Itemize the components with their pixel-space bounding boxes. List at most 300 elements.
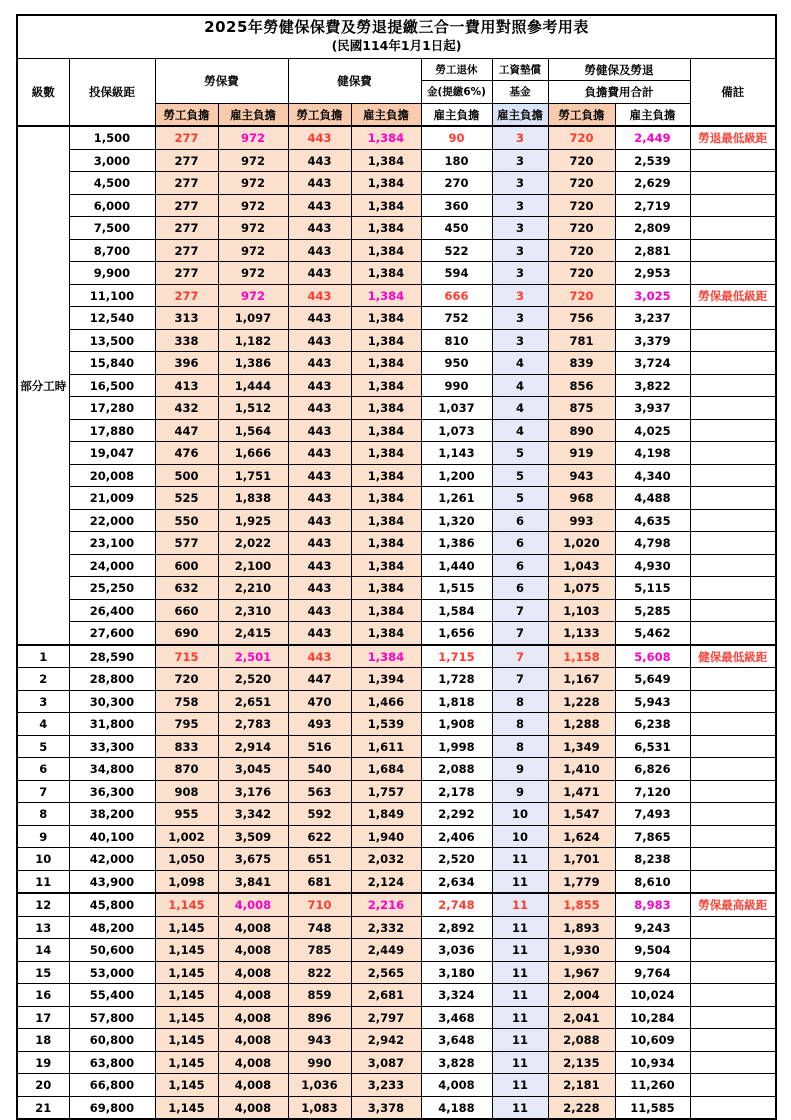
cell-total-employer: 2,539 [615, 149, 690, 172]
cell-grade: 5 [17, 735, 69, 758]
cell-remark [690, 916, 776, 939]
cell-remark [690, 419, 776, 442]
cell-wage-bracket: 25,250 [69, 577, 155, 600]
cell-total-employer: 10,284 [615, 1006, 690, 1029]
cell-health-insurance-employer: 1,384 [351, 532, 421, 555]
cell-labor-insurance-employee: 277 [155, 239, 218, 262]
cell-wage-bracket: 36,300 [69, 780, 155, 803]
cell-health-insurance-employer: 1,384 [351, 554, 421, 577]
cell-total-employer: 4,340 [615, 464, 690, 487]
cell-labor-insurance-employer: 4,008 [218, 893, 288, 916]
cell-pension-employer: 1,728 [421, 668, 492, 691]
cell-remark [690, 870, 776, 893]
cell-remark [690, 577, 776, 600]
cell-labor-insurance-employee: 577 [155, 532, 218, 555]
cell-pension-employer: 1,200 [421, 464, 492, 487]
cell-grade: 17 [17, 1006, 69, 1029]
subheader-pension-employer: 雇主負擔 [421, 103, 492, 126]
cell-health-insurance-employer: 1,384 [351, 149, 421, 172]
cell-labor-insurance-employer: 3,342 [218, 803, 288, 826]
cell-total-employee: 1,133 [548, 622, 615, 645]
cell-health-insurance-employee: 443 [288, 577, 351, 600]
cell-pension-employer: 522 [421, 239, 492, 262]
cell-labor-insurance-employer: 4,008 [218, 961, 288, 984]
header-group-health-insurance: 健保費 [288, 58, 421, 103]
cell-total-employee: 1,410 [548, 758, 615, 781]
cell-pension-employer: 2,178 [421, 780, 492, 803]
cell-labor-insurance-employee: 720 [155, 668, 218, 691]
table-row [17, 442, 776, 465]
cell-pension-employer: 1,386 [421, 532, 492, 555]
cell-labor-insurance-employee: 1,145 [155, 961, 218, 984]
subheader-hi-employee: 勞工負擔 [288, 103, 351, 126]
cell-pension-employer: 1,715 [421, 645, 492, 668]
cell-remark [690, 1006, 776, 1029]
cell-remark [690, 1051, 776, 1074]
table-row [17, 668, 776, 691]
cell-health-insurance-employee: 990 [288, 1051, 351, 1074]
cell-wage-arrears-fund: 8 [492, 690, 548, 713]
table-row [17, 374, 776, 397]
cell-remark: 健保最低級距 [690, 645, 776, 668]
cell-total-employer: 11,585 [615, 1096, 690, 1119]
cell-wage-arrears-fund: 11 [492, 870, 548, 893]
cell-remark [690, 758, 776, 781]
cell-wage-bracket: 69,800 [69, 1096, 155, 1119]
cell-health-insurance-employer: 2,216 [351, 893, 421, 916]
table-row [17, 758, 776, 781]
cell-health-insurance-employee: 443 [288, 554, 351, 577]
cell-labor-insurance-employer: 1,751 [218, 464, 288, 487]
cell-wage-bracket: 53,000 [69, 961, 155, 984]
cell-total-employee: 1,349 [548, 735, 615, 758]
cell-total-employer: 5,462 [615, 622, 690, 645]
cell-health-insurance-employee: 896 [288, 1006, 351, 1029]
cell-remark [690, 825, 776, 848]
cell-wage-arrears-fund: 10 [492, 825, 548, 848]
cell-total-employee: 993 [548, 509, 615, 532]
cell-remark [690, 599, 776, 622]
cell-remark [690, 397, 776, 420]
header-remark: 備註 [690, 58, 776, 126]
subheader-hi-employer: 雇主負擔 [351, 103, 421, 126]
table-row [17, 1074, 776, 1097]
cell-pension-employer: 2,892 [421, 916, 492, 939]
cell-health-insurance-employee: 443 [288, 172, 351, 195]
cell-total-employee: 720 [548, 172, 615, 195]
cell-wage-arrears-fund: 10 [492, 803, 548, 826]
cell-labor-insurance-employee: 277 [155, 126, 218, 149]
table-row [17, 532, 776, 555]
cell-health-insurance-employee: 443 [288, 419, 351, 442]
cell-remark [690, 735, 776, 758]
cell-health-insurance-employer: 2,124 [351, 870, 421, 893]
cell-wage-bracket: 45,800 [69, 893, 155, 916]
cell-grade: 13 [17, 916, 69, 939]
cell-health-insurance-employee: 1,083 [288, 1096, 351, 1119]
cell-health-insurance-employer: 2,797 [351, 1006, 421, 1029]
cell-remark [690, 961, 776, 984]
page-title: 2025年勞健保保費及勞退提繳三合一費用對照參考用表 [204, 18, 589, 36]
cell-wage-bracket: 48,200 [69, 916, 155, 939]
cell-pension-employer: 2,088 [421, 758, 492, 781]
cell-total-employer: 2,809 [615, 217, 690, 240]
cell-remark [690, 217, 776, 240]
cell-health-insurance-employee: 443 [288, 645, 351, 668]
cell-health-insurance-employer: 1,384 [351, 599, 421, 622]
table-row [17, 554, 776, 577]
table-body [17, 126, 776, 1119]
cell-health-insurance-employer: 2,565 [351, 961, 421, 984]
cell-total-employer: 7,120 [615, 780, 690, 803]
cell-remark [690, 374, 776, 397]
cell-remark [690, 554, 776, 577]
cell-grade: 8 [17, 803, 69, 826]
cell-labor-insurance-employer: 2,310 [218, 599, 288, 622]
cell-labor-insurance-employee: 476 [155, 442, 218, 465]
cell-total-employer: 6,238 [615, 713, 690, 736]
cell-wage-bracket: 38,200 [69, 803, 155, 826]
cell-total-employee: 890 [548, 419, 615, 442]
cell-total-employee: 1,020 [548, 532, 615, 555]
cell-pension-employer: 1,656 [421, 622, 492, 645]
subheader-total-employee: 勞工負擔 [548, 103, 615, 126]
cell-wage-arrears-fund: 4 [492, 374, 548, 397]
table-row [17, 870, 776, 893]
cell-grade: 14 [17, 939, 69, 962]
cell-wage-arrears-fund: 11 [492, 961, 548, 984]
table-row [17, 713, 776, 736]
cell-labor-insurance-employee: 1,145 [155, 1051, 218, 1074]
cell-health-insurance-employer: 1,684 [351, 758, 421, 781]
cell-total-employee: 2,228 [548, 1096, 615, 1119]
cell-total-employer: 4,198 [615, 442, 690, 465]
cell-wage-arrears-fund: 4 [492, 419, 548, 442]
cell-wage-arrears-fund: 3 [492, 239, 548, 262]
cell-remark [690, 1074, 776, 1097]
cell-health-insurance-employer: 3,087 [351, 1051, 421, 1074]
cell-health-insurance-employer: 1,384 [351, 172, 421, 195]
cell-labor-insurance-employer: 4,008 [218, 1006, 288, 1029]
cell-total-employee: 1,547 [548, 803, 615, 826]
cell-grade: 7 [17, 780, 69, 803]
premium-reference-table [16, 14, 777, 1120]
cell-total-employee: 1,893 [548, 916, 615, 939]
table-row [17, 1029, 776, 1052]
cell-labor-insurance-employee: 1,145 [155, 984, 218, 1007]
table-row [17, 599, 776, 622]
cell-total-employee: 1,228 [548, 690, 615, 713]
cell-pension-employer: 1,818 [421, 690, 492, 713]
cell-health-insurance-employer: 1,384 [351, 262, 421, 285]
cell-total-employer: 2,953 [615, 262, 690, 285]
cell-labor-insurance-employer: 2,210 [218, 577, 288, 600]
table-row [17, 352, 776, 375]
cell-pension-employer: 950 [421, 352, 492, 375]
cell-health-insurance-employee: 443 [288, 217, 351, 240]
cell-wage-arrears-fund: 8 [492, 735, 548, 758]
cell-total-employee: 2,041 [548, 1006, 615, 1029]
cell-total-employee: 720 [548, 239, 615, 262]
subheader-li-employee: 勞工負擔 [155, 103, 218, 126]
cell-total-employer: 5,649 [615, 668, 690, 691]
cell-pension-employer: 2,292 [421, 803, 492, 826]
cell-pension-employer: 2,520 [421, 848, 492, 871]
cell-health-insurance-employer: 1,384 [351, 194, 421, 217]
cell-labor-insurance-employer: 3,176 [218, 780, 288, 803]
cell-labor-insurance-employee: 277 [155, 149, 218, 172]
table-row [17, 397, 776, 420]
header-wage-bracket: 投保級距 [69, 58, 155, 126]
cell-labor-insurance-employee: 1,145 [155, 1006, 218, 1029]
cell-wage-bracket: 8,700 [69, 239, 155, 262]
cell-pension-employer: 2,748 [421, 893, 492, 916]
cell-grade: 6 [17, 758, 69, 781]
cell-wage-bracket: 31,800 [69, 713, 155, 736]
cell-wage-bracket: 17,280 [69, 397, 155, 420]
cell-labor-insurance-employee: 1,145 [155, 893, 218, 916]
cell-wage-arrears-fund: 7 [492, 622, 548, 645]
cell-wage-bracket: 16,500 [69, 374, 155, 397]
cell-remark: 勞退最低級距 [690, 126, 776, 149]
cell-grade: 19 [17, 1051, 69, 1074]
cell-health-insurance-employer: 2,332 [351, 916, 421, 939]
cell-labor-insurance-employee: 338 [155, 329, 218, 352]
cell-wage-bracket: 57,800 [69, 1006, 155, 1029]
cell-total-employer: 10,609 [615, 1029, 690, 1052]
table-row [17, 239, 776, 262]
cell-health-insurance-employee: 592 [288, 803, 351, 826]
cell-pension-employer: 3,036 [421, 939, 492, 962]
cell-remark [690, 172, 776, 195]
cell-pension-employer: 3,468 [421, 1006, 492, 1029]
cell-total-employee: 919 [548, 442, 615, 465]
cell-labor-insurance-employee: 525 [155, 487, 218, 510]
table-row [17, 464, 776, 487]
table-row [17, 126, 776, 149]
cell-labor-insurance-employee: 1,145 [155, 1096, 218, 1119]
cell-pension-employer: 3,324 [421, 984, 492, 1007]
cell-health-insurance-employee: 443 [288, 442, 351, 465]
cell-labor-insurance-employer: 4,008 [218, 939, 288, 962]
cell-health-insurance-employer: 1,611 [351, 735, 421, 758]
cell-health-insurance-employer: 1,849 [351, 803, 421, 826]
cell-total-employer: 9,504 [615, 939, 690, 962]
cell-wage-bracket: 50,600 [69, 939, 155, 962]
cell-labor-insurance-employee: 1,145 [155, 1029, 218, 1052]
cell-grade: 11 [17, 870, 69, 893]
table-row [17, 419, 776, 442]
cell-labor-insurance-employer: 2,100 [218, 554, 288, 577]
cell-health-insurance-employee: 443 [288, 532, 351, 555]
cell-wage-arrears-fund: 11 [492, 1074, 548, 1097]
cell-health-insurance-employer: 1,384 [351, 239, 421, 262]
cell-grade: 20 [17, 1074, 69, 1097]
cell-labor-insurance-employee: 600 [155, 554, 218, 577]
cell-labor-insurance-employee: 413 [155, 374, 218, 397]
cell-grade: 3 [17, 690, 69, 713]
table-row [17, 487, 776, 510]
cell-wage-arrears-fund: 11 [492, 893, 548, 916]
cell-total-employer: 4,930 [615, 554, 690, 577]
table-row [17, 577, 776, 600]
cell-total-employee: 1,158 [548, 645, 615, 668]
cell-remark [690, 194, 776, 217]
cell-wage-bracket: 9,900 [69, 262, 155, 285]
cell-wage-bracket: 42,000 [69, 848, 155, 871]
cell-total-employee: 1,288 [548, 713, 615, 736]
cell-labor-insurance-employee: 447 [155, 419, 218, 442]
cell-health-insurance-employer: 1,757 [351, 780, 421, 803]
cell-pension-employer: 1,073 [421, 419, 492, 442]
cell-pension-employer: 90 [421, 126, 492, 149]
cell-health-insurance-employer: 3,378 [351, 1096, 421, 1119]
cell-labor-insurance-employer: 972 [218, 217, 288, 240]
cell-total-employee: 720 [548, 149, 615, 172]
cell-total-employee: 1,043 [548, 554, 615, 577]
cell-wage-arrears-fund: 8 [492, 713, 548, 736]
cell-pension-employer: 270 [421, 172, 492, 195]
table-row [17, 329, 776, 352]
cell-labor-insurance-employer: 1,512 [218, 397, 288, 420]
cell-wage-arrears-fund: 9 [492, 780, 548, 803]
cell-pension-employer: 360 [421, 194, 492, 217]
cell-health-insurance-employee: 563 [288, 780, 351, 803]
cell-labor-insurance-employer: 1,564 [218, 419, 288, 442]
header-group-wage-arrears-sub: 基金 [492, 81, 548, 104]
cell-remark: 勞保最高級距 [690, 893, 776, 916]
cell-wage-bracket: 66,800 [69, 1074, 155, 1097]
cell-remark [690, 984, 776, 1007]
cell-health-insurance-employer: 1,466 [351, 690, 421, 713]
cell-health-insurance-employee: 540 [288, 758, 351, 781]
cell-remark [690, 939, 776, 962]
cell-health-insurance-employer: 1,384 [351, 126, 421, 149]
cell-health-insurance-employee: 859 [288, 984, 351, 1007]
cell-labor-insurance-employer: 3,841 [218, 870, 288, 893]
table-row [17, 803, 776, 826]
cell-total-employer: 8,610 [615, 870, 690, 893]
cell-health-insurance-employee: 681 [288, 870, 351, 893]
table-row [17, 961, 776, 984]
cell-health-insurance-employer: 1,384 [351, 577, 421, 600]
cell-pension-employer: 1,037 [421, 397, 492, 420]
cell-wage-arrears-fund: 3 [492, 194, 548, 217]
cell-total-employee: 1,701 [548, 848, 615, 871]
cell-health-insurance-employer: 1,384 [351, 307, 421, 330]
cell-wage-bracket: 33,300 [69, 735, 155, 758]
cell-pension-employer: 1,908 [421, 713, 492, 736]
cell-labor-insurance-employee: 715 [155, 645, 218, 668]
cell-wage-arrears-fund: 6 [492, 577, 548, 600]
cell-wage-arrears-fund: 3 [492, 217, 548, 240]
cell-wage-bracket: 15,840 [69, 352, 155, 375]
page-subtitle: (民國114年1月1日起) [331, 37, 462, 53]
cell-health-insurance-employee: 493 [288, 713, 351, 736]
cell-labor-insurance-employer: 972 [218, 262, 288, 285]
cell-wage-arrears-fund: 5 [492, 487, 548, 510]
cell-wage-arrears-fund: 3 [492, 126, 548, 149]
cell-labor-insurance-employer: 972 [218, 149, 288, 172]
table-row [17, 172, 776, 195]
cell-wage-arrears-fund: 6 [492, 532, 548, 555]
cell-health-insurance-employer: 1,384 [351, 397, 421, 420]
cell-health-insurance-employee: 443 [288, 149, 351, 172]
cell-wage-arrears-fund: 4 [492, 397, 548, 420]
cell-labor-insurance-employer: 3,675 [218, 848, 288, 871]
table-row [17, 690, 776, 713]
cell-health-insurance-employee: 443 [288, 329, 351, 352]
cell-grade: 16 [17, 984, 69, 1007]
cell-total-employer: 9,764 [615, 961, 690, 984]
cell-labor-insurance-employer: 2,783 [218, 713, 288, 736]
cell-total-employee: 2,181 [548, 1074, 615, 1097]
cell-labor-insurance-employer: 972 [218, 194, 288, 217]
cell-total-employee: 1,103 [548, 599, 615, 622]
cell-labor-insurance-employee: 1,050 [155, 848, 218, 871]
cell-total-employee: 720 [548, 284, 615, 307]
cell-total-employer: 6,531 [615, 735, 690, 758]
cell-health-insurance-employee: 710 [288, 893, 351, 916]
cell-wage-bracket: 4,500 [69, 172, 155, 195]
cell-labor-insurance-employee: 313 [155, 307, 218, 330]
cell-wage-bracket: 19,047 [69, 442, 155, 465]
cell-labor-insurance-employer: 3,509 [218, 825, 288, 848]
cell-total-employer: 4,798 [615, 532, 690, 555]
cell-total-employee: 720 [548, 217, 615, 240]
cell-remark [690, 352, 776, 375]
cell-wage-arrears-fund: 11 [492, 939, 548, 962]
cell-wage-arrears-fund: 3 [492, 172, 548, 195]
header-group-pension: 勞工退休 [421, 58, 492, 81]
cell-wage-bracket: 28,800 [69, 668, 155, 691]
cell-grade: 2 [17, 668, 69, 691]
cell-labor-insurance-employee: 1,002 [155, 825, 218, 848]
cell-wage-bracket: 34,800 [69, 758, 155, 781]
cell-wage-bracket: 27,600 [69, 622, 155, 645]
cell-total-employee: 1,471 [548, 780, 615, 803]
cell-wage-bracket: 24,000 [69, 554, 155, 577]
cell-remark [690, 329, 776, 352]
table-row [17, 262, 776, 285]
cell-labor-insurance-employee: 632 [155, 577, 218, 600]
cell-health-insurance-employee: 516 [288, 735, 351, 758]
cell-total-employee: 1,930 [548, 939, 615, 962]
cell-total-employer: 11,260 [615, 1074, 690, 1097]
cell-total-employer: 10,934 [615, 1051, 690, 1074]
cell-total-employer: 8,238 [615, 848, 690, 871]
cell-wage-bracket: 11,100 [69, 284, 155, 307]
header-grade: 級數 [17, 58, 69, 126]
cell-health-insurance-employee: 443 [288, 397, 351, 420]
cell-total-employer: 5,115 [615, 577, 690, 600]
table-row [17, 939, 776, 962]
cell-wage-bracket: 12,540 [69, 307, 155, 330]
cell-wage-bracket: 63,800 [69, 1051, 155, 1074]
cell-labor-insurance-employee: 795 [155, 713, 218, 736]
cell-labor-insurance-employee: 550 [155, 509, 218, 532]
cell-wage-arrears-fund: 6 [492, 554, 548, 577]
cell-pension-employer: 3,828 [421, 1051, 492, 1074]
row-label-part-time: 部分工時 [17, 126, 69, 645]
cell-health-insurance-employer: 2,449 [351, 939, 421, 962]
cell-health-insurance-employer: 2,681 [351, 984, 421, 1007]
cell-remark [690, 668, 776, 691]
cell-total-employer: 3,237 [615, 307, 690, 330]
table-row [17, 916, 776, 939]
cell-grade: 1 [17, 645, 69, 668]
cell-health-insurance-employee: 443 [288, 509, 351, 532]
